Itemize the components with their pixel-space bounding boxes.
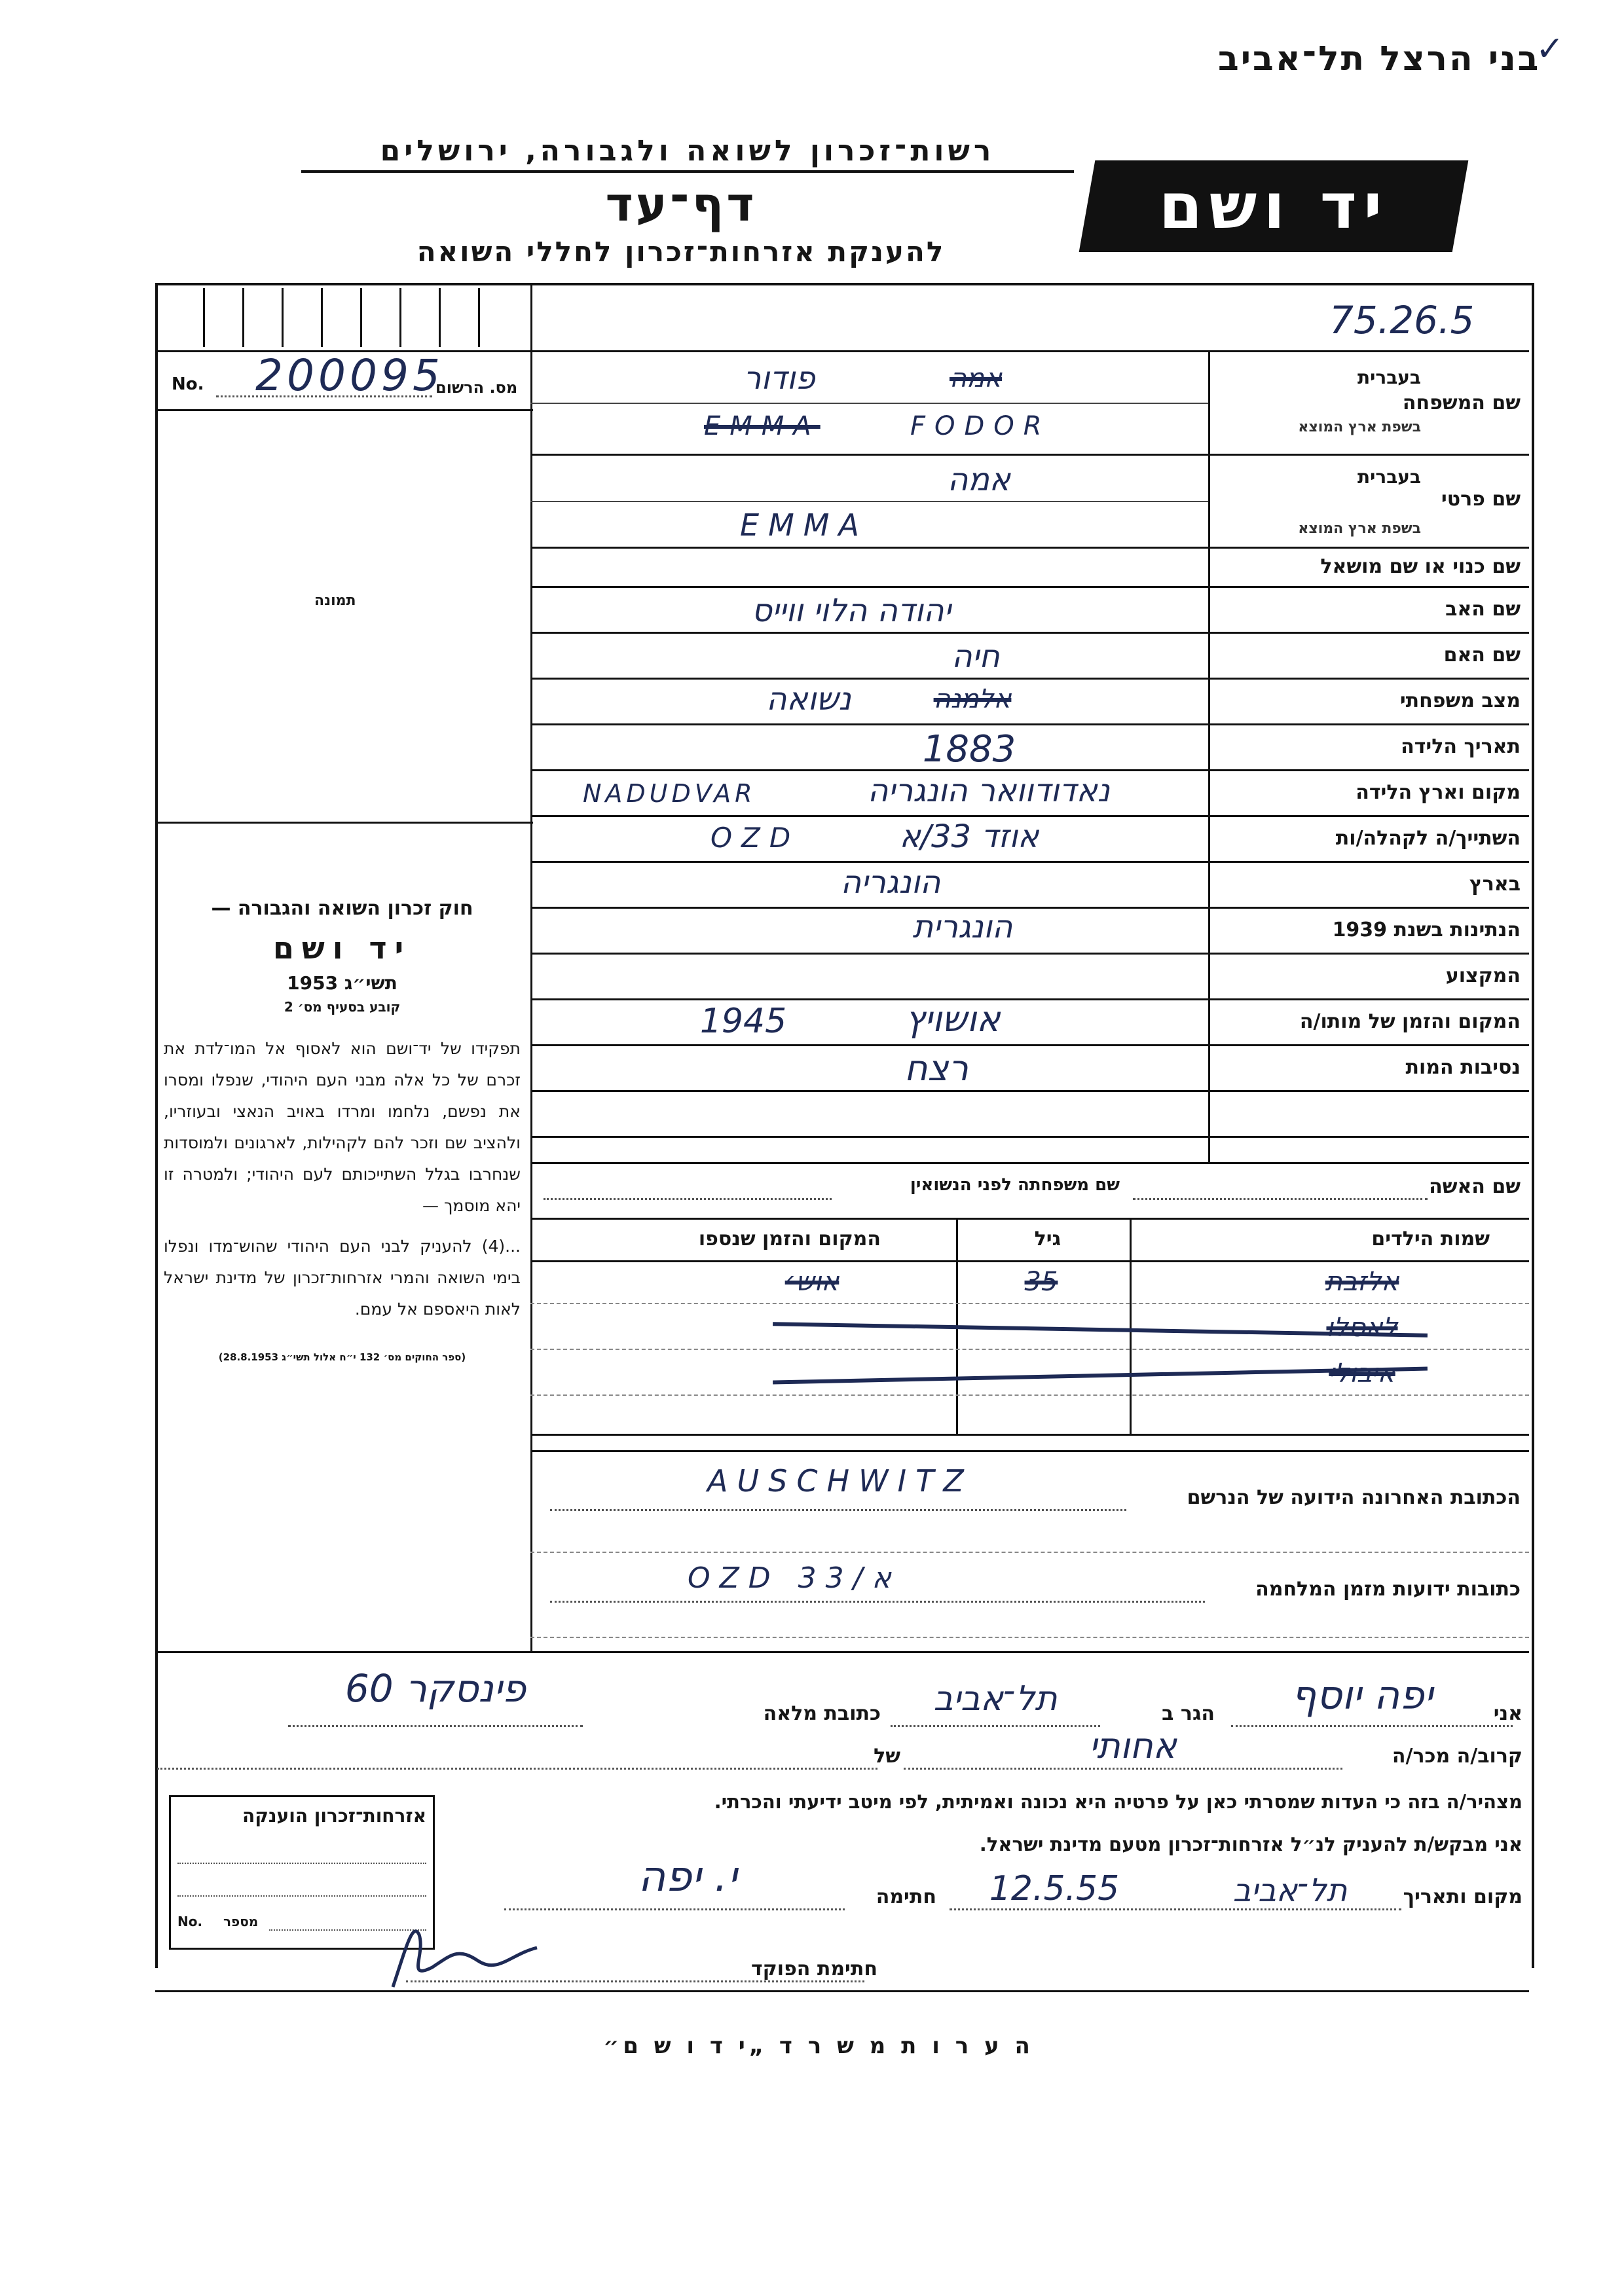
- death-circumstances-label: נסיבות המות: [1405, 1056, 1521, 1079]
- declarant-city: תל־אביב: [933, 1679, 1058, 1719]
- place-date-label: מקום ותאריך: [1403, 1886, 1522, 1908]
- form-subtitle: להענקת אזרחות־זכרון לחללי השואה: [416, 236, 946, 268]
- mother-value: חיה: [951, 638, 1000, 675]
- first-name-hebrew-label: בעברית: [1357, 466, 1421, 488]
- child-place: אוש׳: [784, 1267, 840, 1297]
- community-label: השתייך/ה לקהלה/ות: [1335, 827, 1521, 850]
- family-name-struck: אמה: [949, 363, 1003, 393]
- yad-vashem-logo: [1079, 160, 1469, 252]
- birth-place-latin: NADUDVAR: [583, 779, 756, 808]
- corner-mark: ✓: [1536, 29, 1564, 69]
- registration-label: מס. הרשום: [435, 378, 518, 397]
- child-name: לאסלו: [1326, 1313, 1398, 1343]
- authority-line: רשות־זכרון לשואה ולגבורה, ירושלים: [301, 134, 1074, 173]
- registration-number: 200095: [255, 350, 444, 401]
- nickname-label: שם כנוי או שם מושאל: [1320, 555, 1521, 578]
- war-address-value: OZD 33/א: [688, 1561, 900, 1595]
- citizenship-box-title: אזרחות־זכרון הוענקה: [242, 1805, 426, 1827]
- officer-signature-label: חתימת הפוקד: [751, 1958, 877, 1980]
- declarant-name: יפה יוסף: [1291, 1673, 1433, 1719]
- death-circumstances-value: רצח: [904, 1048, 969, 1089]
- law-name: יד ושם: [272, 930, 412, 966]
- family-name-label: שם המשפחה: [1402, 392, 1521, 414]
- family-name-origin-value: FODOR: [910, 411, 1051, 441]
- spouse-maiden-label: שם משפחתה לפני הנשואין: [910, 1175, 1120, 1195]
- citizenship-box-number-label: מספר: [223, 1914, 259, 1929]
- birth-date-value: 1883: [922, 728, 1016, 771]
- community-latin: OZD: [710, 822, 800, 854]
- law-box: [164, 897, 521, 1363]
- birth-date-label: תאריך הלידה: [1401, 735, 1521, 758]
- children-header-place: המקום והזמן שנספו: [698, 1228, 881, 1250]
- declaration-place: תל־אביב: [1232, 1872, 1348, 1909]
- relation-value: אחותי: [1089, 1725, 1177, 1766]
- family-name-hebrew-value: פודור: [743, 360, 815, 397]
- law-clause: ...(4) להעניק לבני העם היהודי שהוש־מדו ונפלו בימי השואה והמרי אזרחות־זכרון של מדינת ישראל לאות היאספם אל עמם.: [164, 1237, 521, 1319]
- community-value: אוזד 33/א: [899, 818, 1039, 855]
- spouse-label: שם האשה: [1429, 1175, 1521, 1198]
- war-address-label: כתובות ידועות מזמן המלחמה: [1255, 1578, 1521, 1601]
- law-section: קובע בסעיף מס׳ 2: [284, 999, 401, 1015]
- declarant-i-label: אני: [1493, 1702, 1522, 1725]
- marital-status-value: נשואה: [766, 681, 851, 718]
- citizenship-label: הנתינות בשנת 1939: [1332, 919, 1521, 941]
- law-title: חוק זכרון השואה והגבורה —: [211, 897, 473, 920]
- marital-status-struck: אלמנה: [933, 684, 1012, 714]
- office-notes-label: ה ע ר ו ת מ ש ר ד „י ד ו ש ם״: [603, 2033, 1034, 2059]
- registration-grid: [164, 288, 517, 347]
- father-value: יהודה הלוי ווייס: [751, 592, 951, 629]
- first-name-label: שם פרטי: [1441, 488, 1521, 511]
- child-age: 35: [1024, 1267, 1058, 1297]
- death-place-label: המקום והזמן של מותו/ה: [1299, 1010, 1521, 1033]
- declarant-signature: י. יפה: [638, 1853, 737, 1901]
- registration-no-label: No.: [172, 374, 204, 394]
- declarant-address: פינסקר 60: [344, 1666, 526, 1711]
- first-name-hebrew-value: אמה: [947, 462, 1011, 498]
- first-name-origin-value: EMMA: [740, 507, 868, 543]
- profession-label: המקצוע: [1445, 964, 1521, 987]
- first-name-origin-label: בשפת ארץ המוצא: [1298, 520, 1421, 537]
- officer-signature-mark: [380, 1908, 563, 2000]
- mother-label: שם האם: [1443, 644, 1521, 666]
- last-address-value: AUSCHWITZ: [707, 1463, 973, 1499]
- law-paragraph: תפקידו של יד־ושם הוא לאסוף אל המו־לדת את זכרם של כל אלה מבני העם היהודי, שנפלו ומסרו את נפשם, נלחמו ומרדו באויב הנאצי ובעוזריו, ולהציב שם וזכר להם לקהילות, לארגונים ולמוסדות שנחרבו בגלל השתייכותם לעם היהודי; ולמטרה זו יהא מוסמך —: [164, 1039, 521, 1215]
- declaration-text: מצהיר/ה בזה כי העדות שמסרתי כאן על פרטיה היא נכונה ואמיתית, לפי מיטב ידיעתי והכרתי.: [714, 1791, 1522, 1813]
- form-title: דף־עד: [605, 177, 757, 232]
- request-text: אני מבקש/ת להעניק לנ״ל אזרחות־זכרון מטעם מדינת ישראל.: [979, 1833, 1522, 1855]
- marital-status-label: מצב משפחתי: [1399, 689, 1521, 712]
- law-citation: (ספר החוקים מס׳ 132 י״ח אלול תשי״ג 28.8.1953): [218, 1351, 466, 1363]
- child-name: איבולי: [1329, 1358, 1395, 1389]
- birth-place-value: נאדודוואר הונגריה: [867, 773, 1110, 809]
- children-header-age: גיל: [1034, 1228, 1061, 1250]
- declaration-date: 12.5.55: [989, 1869, 1120, 1908]
- family-name-hebrew-label: בעברית: [1357, 367, 1421, 388]
- last-address-label: הכתובת האחרונה הידועה של הנרשם: [1187, 1486, 1521, 1509]
- law-year: תשי״ג 1953: [287, 972, 397, 994]
- death-place-year: 1945: [699, 1002, 787, 1041]
- of-label: של: [874, 1745, 900, 1768]
- relation-label: קרוב/ה מכר/ה: [1392, 1745, 1522, 1768]
- full-address-label: כתובת מלאה: [763, 1702, 881, 1725]
- logo-text: יד ושם: [1158, 170, 1389, 243]
- residing-label: הגר ב: [1162, 1702, 1215, 1725]
- child-name: אלזבת: [1325, 1267, 1399, 1297]
- reference-code: 75.26.5: [1329, 298, 1475, 342]
- father-label: שם האב: [1445, 598, 1521, 621]
- birth-place-label: מקום וארץ הלידה: [1356, 781, 1521, 804]
- citizenship-box-no: No.: [177, 1914, 203, 1929]
- children-header-names: שמות הילדים: [1371, 1228, 1490, 1250]
- family-name-origin-label: בשפת ארץ המוצא: [1298, 419, 1421, 435]
- citizenship-value: הונגרית: [912, 909, 1013, 945]
- family-name-origin-struck: EMMA: [704, 411, 821, 441]
- corner-stamp: בני הרצל תל־אביב: [1218, 39, 1541, 79]
- country-label: בארץ: [1469, 873, 1521, 896]
- death-place-value: אושויץ: [905, 998, 1001, 1040]
- photo-label: תמונה: [314, 592, 356, 609]
- signature-label: חתימה: [876, 1886, 936, 1908]
- country-value: הונגריה: [840, 864, 941, 901]
